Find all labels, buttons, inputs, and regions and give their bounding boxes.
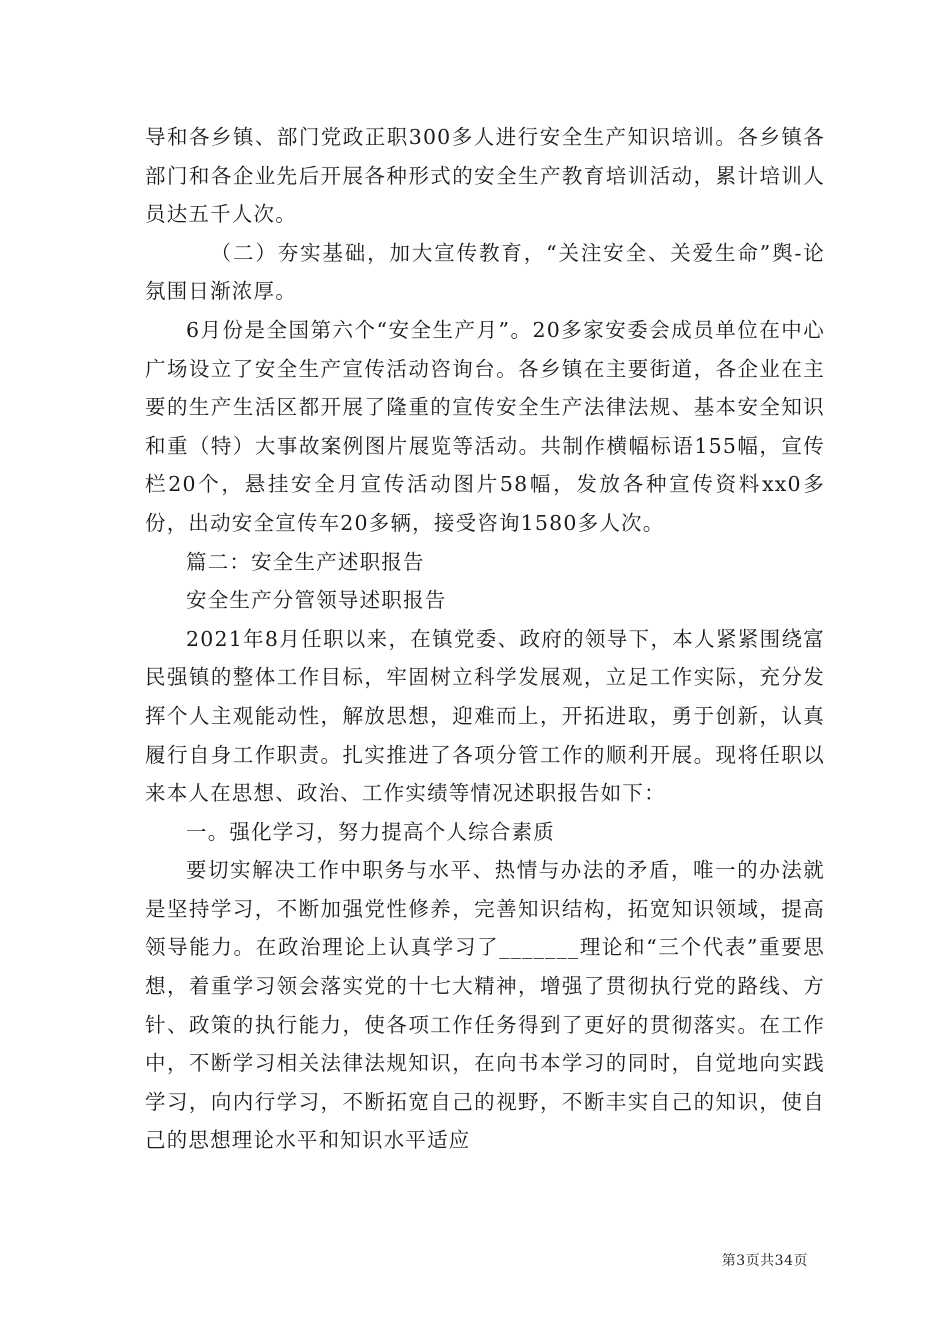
- paragraph-section-heading-publicity: （二）夯实基础，加大宣传教育，“关注安全、关爱生命”舆-论氛围日渐浓厚。: [145, 240, 825, 304]
- document-body: [145, 118, 825, 1160]
- paragraph-report-title: 安全生产分管领导述职报告: [186, 588, 447, 613]
- paragraph-training-summary: 导和各乡镇、部门党政正职300多人进行安全生产知识培训。各乡镇各部门和各企业先后开展各种形式的安全生产教育培训活动，累计培训人员达五千人次。: [145, 125, 825, 227]
- paragraph-intro: 2021年8月任职以来，在镇党委、政府的领导下，本人紧紧围绕富民强镇的整体工作目标，牢固树立科学发展观，立足工作实际，充分发挥个人主观能动性，解放思想，迎难而上，开拓进取，勇于创新，认真履行自身工作职责。扎实推进了各项分管工作的顺利开展。现将任职以来本人在思想、政治、工作实绩等情况述职报告如下：: [145, 626, 825, 806]
- paragraph-study: 要切实解决工作中职务与水平、热情与办法的矛盾，唯一的办法就是坚持学习，不断加强党性修养，完善知识结构，拓宽知识领域，提高领导能力。在政治理论上认真学习了_______理论和“三个代表”重要思想，着重学习领会落实党的十七大精神，增强了贯彻执行党的路线、方针、政策的执行能力，使各项工作任务得到了更好的贯彻落实。在工作中，不断学习相关法律法规知识，在向书本学习的同时，自觉地向实践学习，向内行学习，不断拓宽自己的视野，不断丰实自己的知识，使自己的思想理论水平和知识水平适应: [145, 858, 825, 1153]
- paragraph-section-one-heading: 一。强化学习，努力提高个人综合素质: [186, 819, 555, 844]
- paragraph-safety-month: 6月份是全国第六个“安全生产月”。20多家安委会成员单位在中心广场设立了安全生产宣传活动咨询台。各乡镇在主要街道，各企业在主要的生产生活区都开展了隆重的宣传安全生产法律法规、基本安全知识和重（特）大事故案例图片展览等活动。共制作横幅标语155幅，宣传栏20个，悬挂安全月宣传活动图片58幅，发放各种宣传资料xx0多份，出动安全宣传车20多辆，接受咨询1580多人次。: [145, 317, 825, 535]
- page-number-footer: 第3页共34页: [721, 1253, 808, 1269]
- paragraph-chapter-two-title: 篇二：安全生产述职报告: [186, 549, 425, 574]
